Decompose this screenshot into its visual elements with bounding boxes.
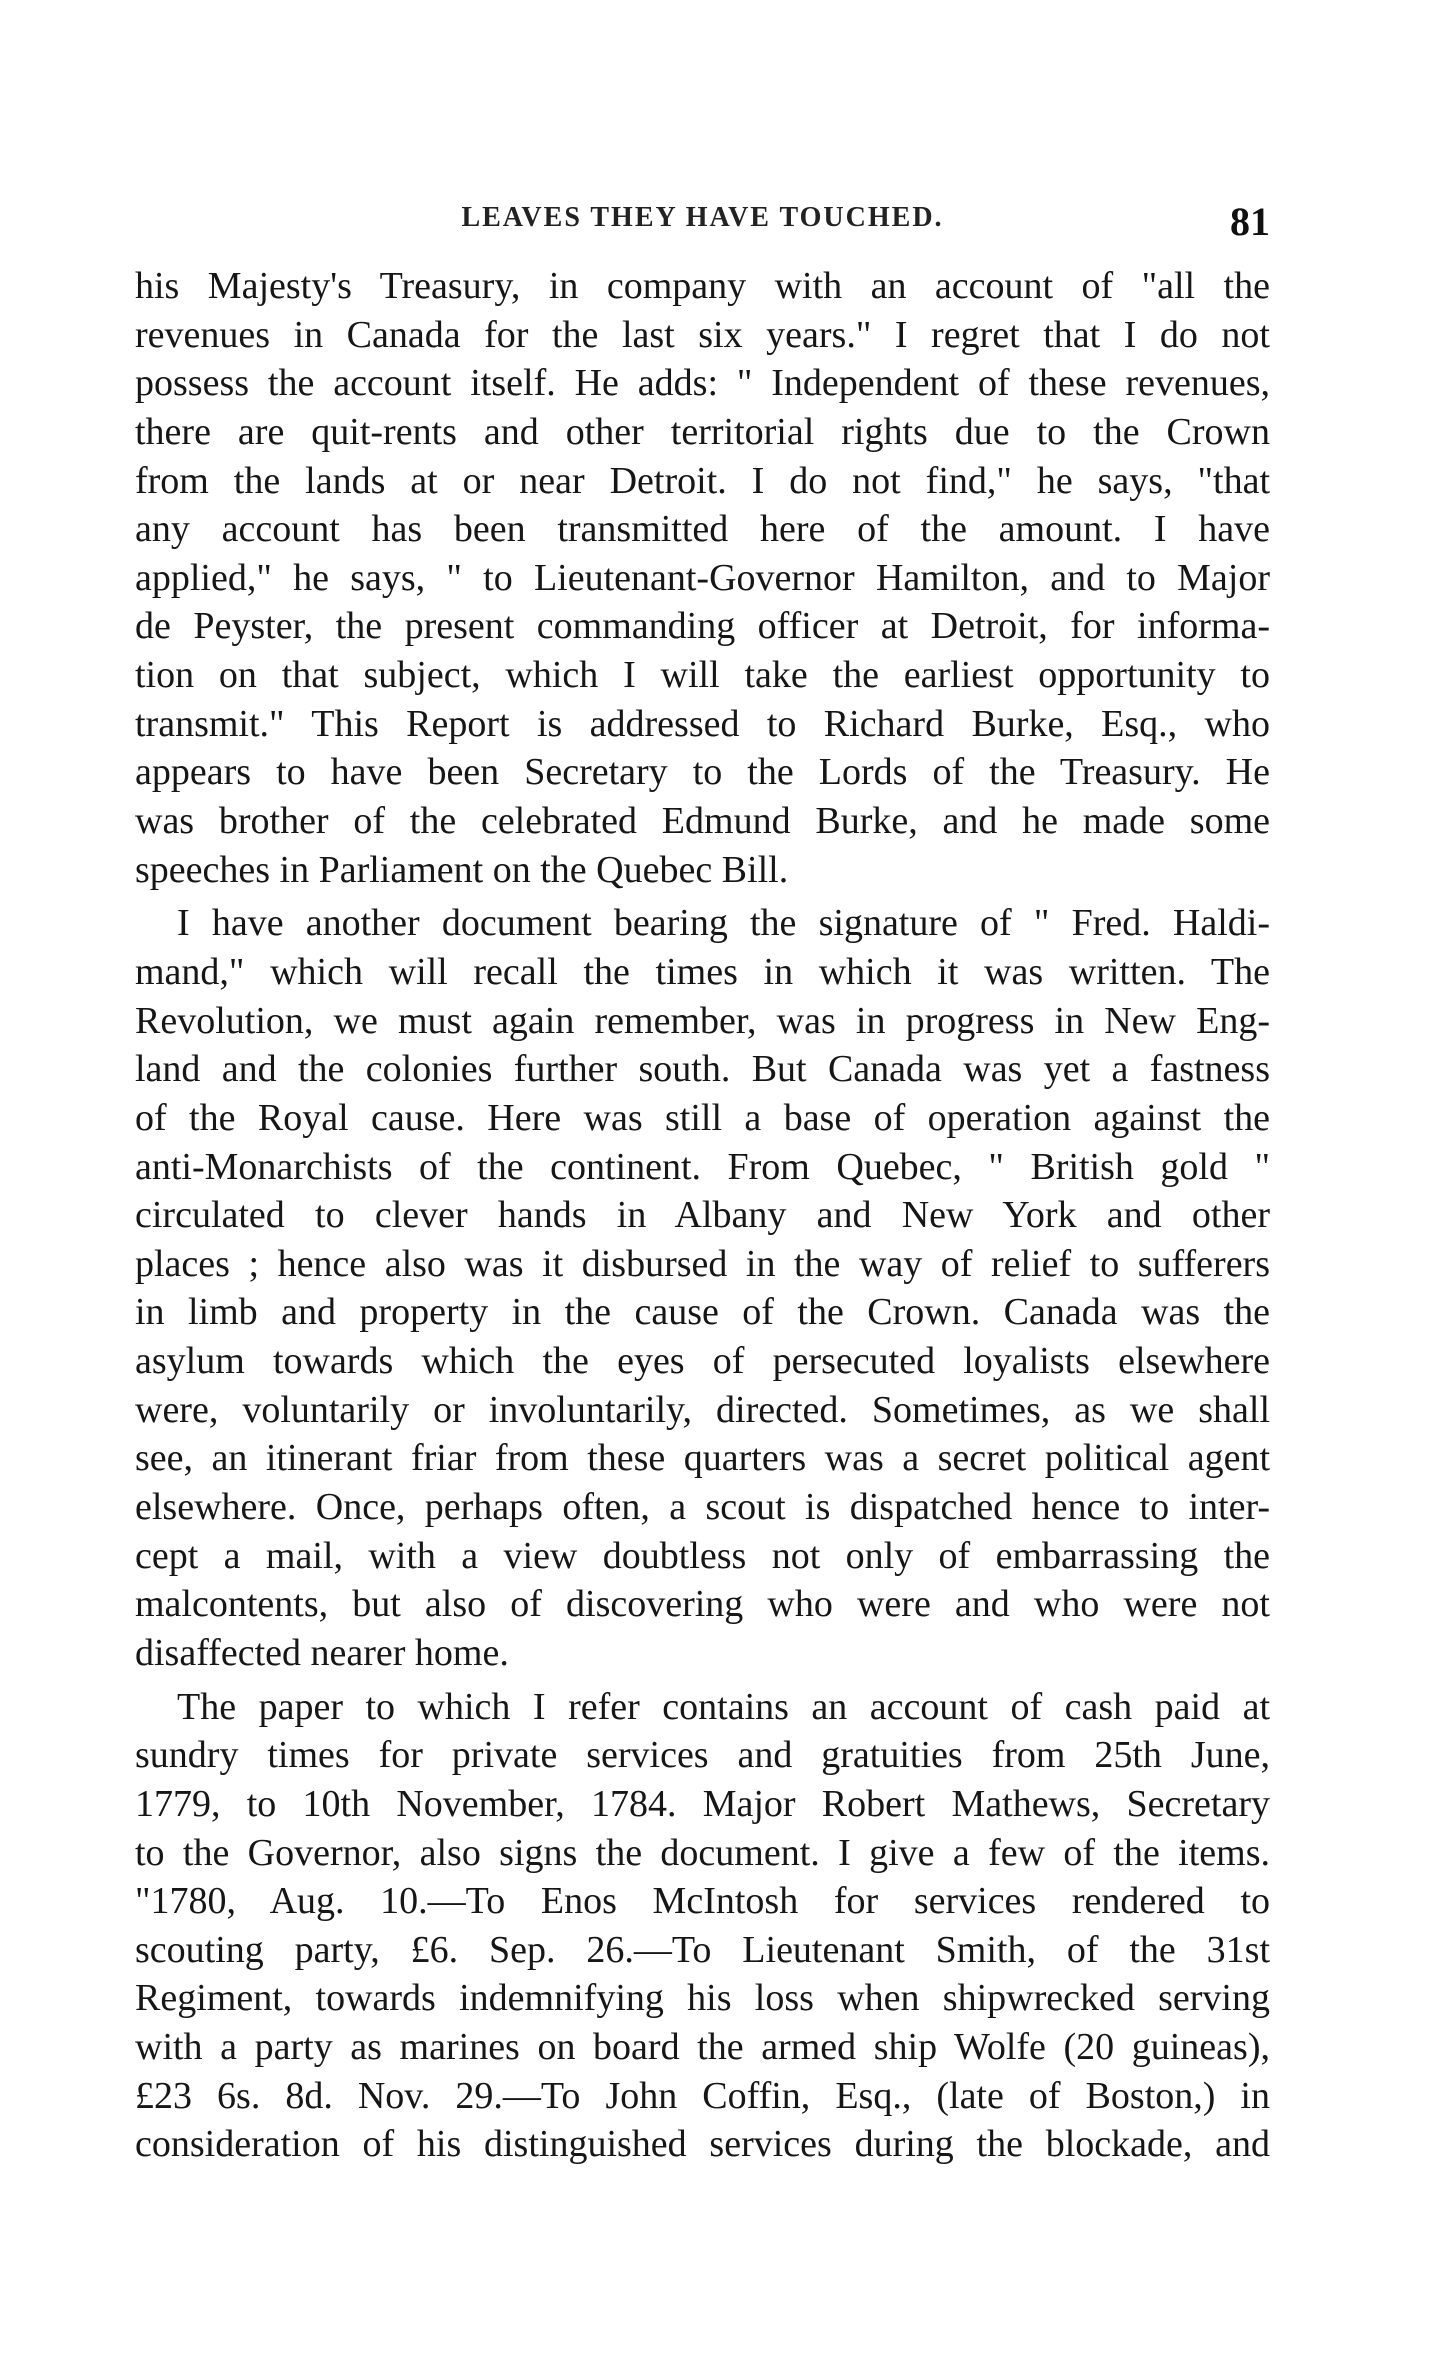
text-line: malcontents, but also of discovering who were and who were not [135, 1583, 1270, 1626]
text-line: tion on that subject, which I will take the earliest opportunity to [135, 654, 1270, 697]
text-line: de Peyster, the present commanding officer at Detroit, for informa- [135, 605, 1270, 648]
text-line: I have another document bearing the signature of " Fred. Haldi- [177, 902, 1270, 945]
text-line: circulated to clever hands in Albany and New York and other [135, 1194, 1270, 1237]
text-line: asylum towards which the eyes of persecuted loyalists elsewhere [135, 1340, 1270, 1383]
text-line: scouting party, £6. Sep. 26.—To Lieutenant Smith, of the 31st [135, 1928, 1270, 1971]
text-line: The paper to which I refer contains an account of cash paid at [177, 1685, 1270, 1728]
text-line: land and the colonies further south. But Canada was yet a fastness [135, 1048, 1270, 1091]
text-line: sundry times for private services and gratuities from 25th June, [135, 1734, 1270, 1777]
text-line: was brother of the celebrated Edmund Burke, and he made some [135, 800, 1270, 843]
text-line: £23 6s. 8d. Nov. 29.—To John Coffin, Esq., (late of Boston,) in [135, 2074, 1270, 2117]
paragraph [135, 1683, 1270, 2169]
text-line: to the Governor, also signs the document. I give a few of the items. [135, 1831, 1270, 1874]
running-head [135, 198, 1270, 248]
text-line: were, voluntarily or involuntarily, directed. Sometimes, as we shall [135, 1388, 1270, 1431]
text-line: applied," he says, " to Lieutenant-Governor Hamilton, and to Major [135, 556, 1270, 599]
text-line: elsewhere. Once, perhaps often, a scout is dispatched hence to inter- [135, 1486, 1270, 1529]
page-number: 81 [1230, 199, 1270, 244]
text-line: disaffected nearer home. [135, 1631, 509, 1674]
text-line: with a party as marines on board the armed ship Wolfe (20 guineas), [135, 2026, 1270, 2069]
text-line: of the Royal cause. Here was still a base of operation against the [135, 1096, 1270, 1139]
text-line: any account has been transmitted here of the amount. I have [135, 508, 1270, 551]
text-line: anti-Monarchists of the continent. From Quebec, " British gold " [135, 1145, 1270, 1188]
text-line: "1780, Aug. 10.—To Enos McIntosh for services rendered to [135, 1880, 1270, 1923]
paragraph [135, 899, 1270, 1677]
text-line: speeches in Parliament on the Quebec Bill. [135, 848, 789, 891]
text-line: possess the account itself. He adds: " Independent of these revenues, [135, 362, 1270, 405]
text-line: revenues in Canada for the last six years." I regret that I do not [135, 313, 1270, 356]
paragraph [135, 262, 1270, 894]
text-line: transmit." This Report is addressed to Richard Burke, Esq., who [135, 702, 1270, 745]
text-line: places ; hence also was it disbursed in the way of relief to sufferers [135, 1242, 1270, 1285]
text-line: 1779, to 10th November, 1784. Major Robert Mathews, Secretary [135, 1782, 1270, 1825]
text-line: appears to have been Secretary to the Lords of the Treasury. He [135, 751, 1270, 794]
text-line: see, an itinerant friar from these quarters was a secret political agent [135, 1437, 1270, 1480]
running-head-title: LEAVES THEY HAVE TOUCHED. [461, 202, 944, 233]
text-line: mand," which will recall the times in which it was written. The [135, 950, 1270, 993]
text-line: in limb and property in the cause of the Crown. Canada was the [135, 1291, 1270, 1334]
text-line: from the lands at or near Detroit. I do not find," he says, "that [135, 459, 1270, 502]
text-line: cept a mail, with a view doubtless not only of embarrassing the [135, 1534, 1270, 1577]
text-line: his Majesty's Treasury, in company with an account of "all the [135, 265, 1270, 307]
text-line: consideration of his distinguished services during the blockade, and [135, 2123, 1270, 2166]
text-line: Revolution, we must again remember, was in progress in New Eng- [135, 999, 1270, 1042]
text-line: Regiment, towards indemnifying his loss when shipwrecked serving [135, 1977, 1270, 2020]
body-text [135, 262, 1270, 2169]
text-line: there are quit-rents and other territorial rights due to the Crown [135, 410, 1270, 453]
